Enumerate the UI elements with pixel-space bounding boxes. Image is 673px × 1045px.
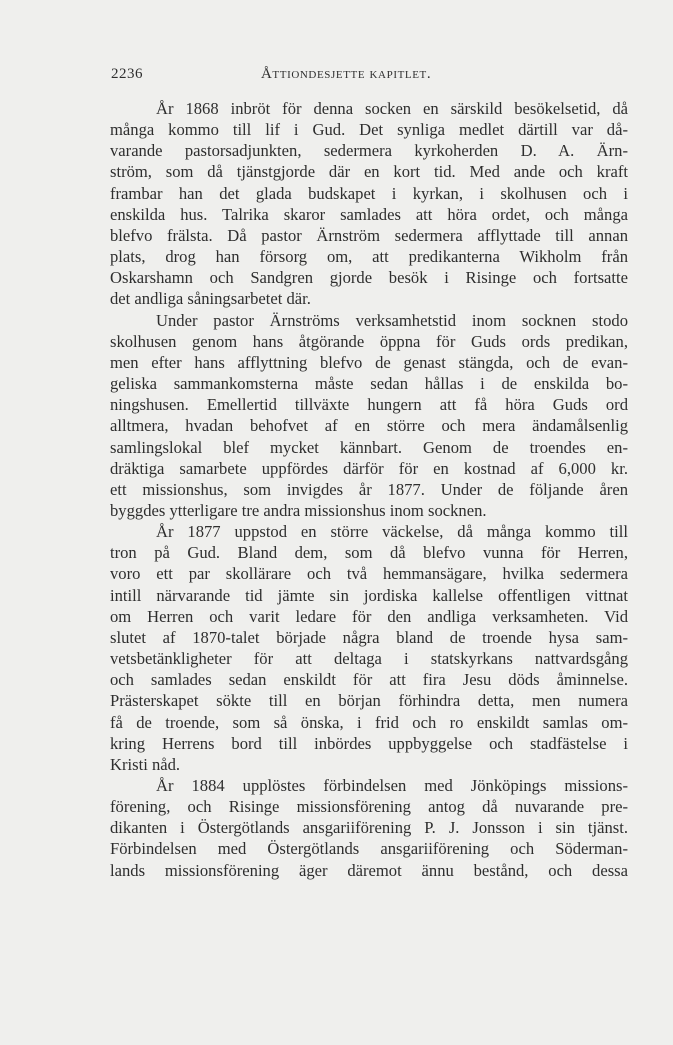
text-line: skolhusen genom hans åtgörande öppna för Guds ords predikan, — [110, 331, 628, 351]
text-line: intill närvarande tid jämte sin jordiska kallelse offentligen vittnat — [110, 585, 628, 605]
text-line: År 1884 upplöstes förbindelsen med Jönköpings missions- — [156, 776, 628, 795]
text-line: geliska sammankomsterna måste sedan hållas i de enskilda bo- — [110, 374, 628, 394]
text-line: ett missionshus, som invigdes år 1877. Under de följande åren — [110, 479, 628, 499]
text-line: ström, som då tjänstgjorde där en kort tid. Med ande och kraft — [110, 162, 628, 182]
text-line: samlingslokal blef mycket kännbart. Genom de troendes en- — [110, 437, 628, 457]
text-line: voro ett par skollärare och två hemmansägare, hvilka sedermera — [110, 564, 628, 584]
chapter-title: Åttiondesjette kapitlet. — [261, 66, 432, 82]
text-line: alltmera, hvadan behofvet af en större och mera ändamålsenlig — [110, 416, 628, 436]
text-line: dräktiga samarbete uppfördes därför för en kostnad af 6,000 kr. — [110, 458, 628, 478]
text-line: om Herren och varit ledare för den andliga verksamheten. Vid — [110, 606, 628, 626]
text-line: frambar han det glada budskapet i kyrkan, i skolhusen och i — [110, 183, 628, 203]
text-line: plats, drog han försorg om, att predikanterna Wikholm från — [110, 247, 628, 267]
paragraph — [110, 310, 628, 522]
paragraph — [110, 521, 628, 775]
text-line: men efter hans afflyttning blefvo de genast stängda, och de evan- — [110, 352, 628, 372]
text-line: och samlades sedan enskildt för att fira Jesu döds åminnelse. — [110, 670, 628, 690]
text-line: Prästerskapet sökte till en början förhindra detta, men numera — [110, 691, 628, 711]
text-line: Kristi nåd. — [110, 754, 181, 774]
text-line: byggdes ytterligare tre andra missionshus inom socknen. — [110, 500, 487, 520]
text-line: År 1877 uppstod en större väckelse, då många kommo till — [156, 522, 628, 542]
text-line: enskilda hus. Talrika skaror samlades att höra ordet, och många — [110, 204, 628, 224]
running-header — [111, 66, 629, 88]
body-text — [110, 98, 628, 881]
text-line: blefvo frälsta. Då pastor Ärnström sedermera afflyttade till annan — [110, 225, 628, 245]
text-line: År 1868 inbröt för denna socken en särskild besökelsetid, då — [156, 99, 628, 118]
text-line: få de troende, som så önska, i frid och ro enskildt samlas om- — [110, 712, 628, 732]
paragraph — [110, 98, 628, 310]
text-line: ningshusen. Emellertid tillväxte hungern att få höra Guds ord — [110, 395, 628, 415]
text-line: förening, och Risinge missionsförening antog då nuvarande pre- — [110, 797, 628, 817]
paragraph — [110, 775, 628, 881]
text-line: det andliga såningsarbetet där. — [110, 289, 311, 309]
text-line: Under pastor Ärnströms verksamhetstid inom socknen stodo — [156, 310, 628, 330]
text-line: Förbindelsen med Östergötlands ansgariiförening och Söderman- — [110, 839, 628, 859]
text-line: vetsbetänkligheter för att deltaga i statskyrkans nattvardsgång — [110, 649, 628, 669]
text-line: varande pastorsadjunkten, sedermera kyrkoherden D. A. Ärn- — [110, 141, 628, 161]
text-line: dikanten i Östergötlands ansgariiförening P. J. Jonsson i sin tjänst. — [110, 818, 628, 838]
text-line: många kommo till lif i Gud. Det synliga medlet därtill var då- — [110, 120, 628, 140]
text-line: Oskarshamn och Sandgren gjorde besök i Risinge och fortsatte — [110, 268, 628, 288]
text-line: lands missionsförening äger däremot ännu bestånd, och dessa — [110, 860, 628, 880]
text-line: tron på Gud. Bland dem, som då blefvo vunna för Herren, — [110, 543, 628, 563]
text-line: kring Herrens bord till inbördes uppbyggelse och stadfästelse i — [110, 733, 628, 753]
text-line: slutet af 1870-talet började några bland de troende hysa sam- — [110, 627, 628, 647]
page-number: 2236 — [111, 66, 143, 82]
